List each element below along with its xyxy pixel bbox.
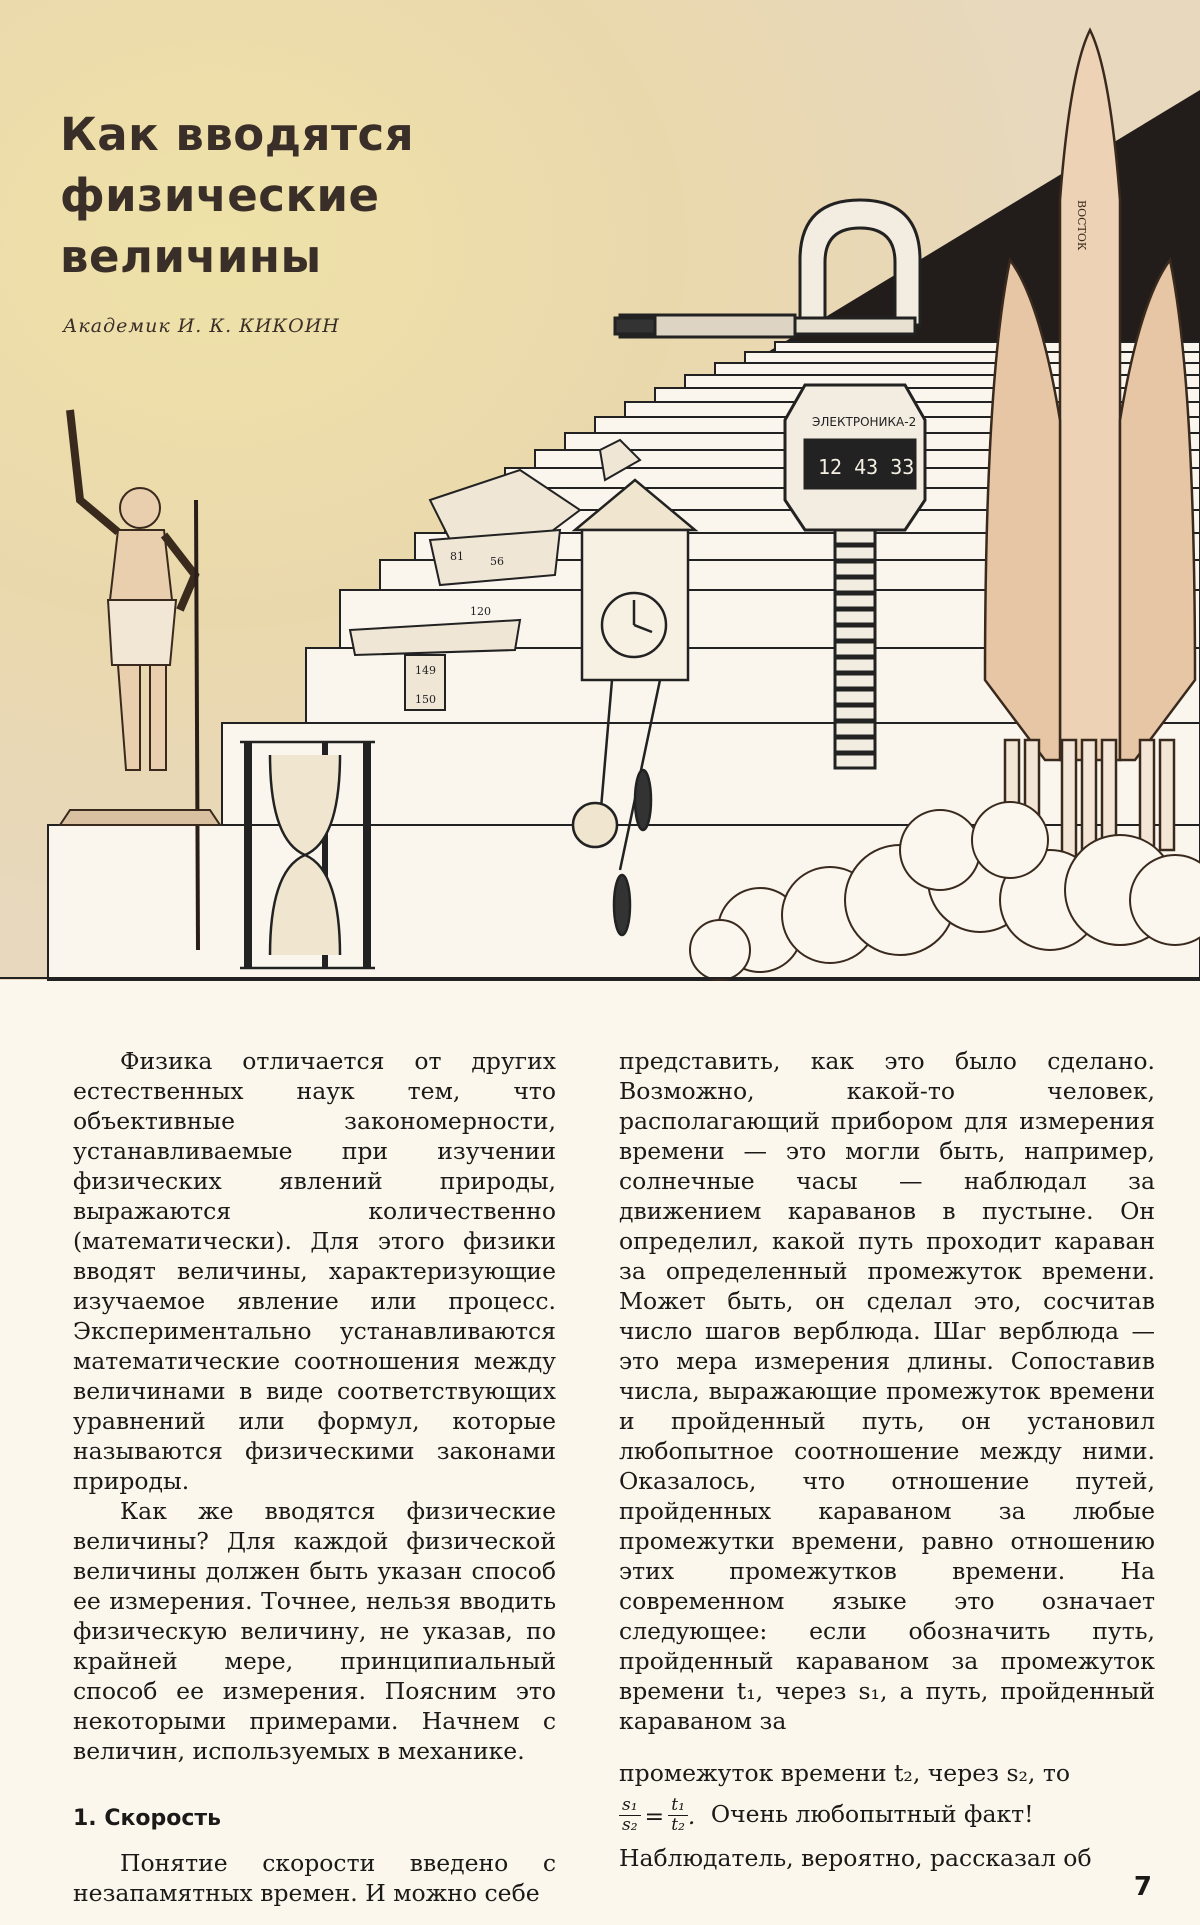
paragraph: Как же вводятся физические величины? Для каждой физической величины должен быть указан способ ее измерения. Точнее, нельзя вводить физическую величину, не указав, по крайней мере, принципиальный способ ее измерения. Поясним это некоторыми примерами. Начнем с величин, используемых в механике.: [73, 1497, 556, 1765]
fraction-s: $\frac{\text{s₁}}{\text{s₂}}$: [619, 1796, 641, 1835]
formula-tail-text: Очень любопытный факт!: [710, 1800, 1034, 1828]
paragraph: Понятие скорости введено с незапамятных времен. И можно себе: [73, 1849, 556, 1907]
paragraph: Физика отличается от других естественных наук тем, что объективные закономерности, устанавливаемые при изучении физических явлений природы, выражаются количественно (математически). Для этого физики вводят величины, характеризующие изучаемое явление или процесс. Экспериментально устанавливаются математические соотношения между величинами в виде соответствующих уравнений или формул, которые называются физическими законами природы.: [73, 1047, 556, 1495]
fraction-t: $\frac{\text{t₁}}{\text{t₂}}$: [668, 1796, 688, 1835]
svg-text:149: 149: [415, 664, 436, 677]
svg-text:56: 56: [490, 555, 504, 568]
svg-text:12 43 33: 12 43 33: [818, 455, 915, 479]
title-line-3: величины: [60, 230, 322, 283]
svg-text:120: 120: [470, 605, 491, 618]
author-byline: Академик И. К. КИКОИН: [63, 315, 340, 337]
paragraph: промежуток времени t₂, через s₂, то: [619, 1759, 1071, 1787]
title-line-2: физические: [60, 169, 380, 222]
svg-text:ВОСТОК: ВОСТОК: [1075, 200, 1088, 251]
velocity-ratio-formula: $\frac{\text{s₁}}{\text{s₂}}$ = $\frac{\text{t₁}}{\text{t₂}}$ .: [619, 1796, 695, 1835]
svg-text:150: 150: [415, 693, 436, 706]
section-heading: 1. Скорость: [73, 1806, 222, 1831]
left-column: [73, 1046, 556, 1908]
paragraph: представить, как это было сделано. Возможно, какой-то человек, располагающий прибором для измерения времени — это могли быть, например, солнечные часы — наблюдал за движением караванов в пустыне. Он определил, какой путь проходит караван за определенный промежуток времени. Может быть, он сделал это, сосчитав число шагов верблюда. Шаг верблюда — это мера измерения длины. Сопоставив числа, выражающие промежуток времени и пройденный путь, он установил любопытное соотношение между ними. Оказалось, что отношение путей, пройденных караваном за любые промежутки времени, равно отношению этих промежутков времени. На современном языке это означает следующее: если обозначить путь, пройденный караваном за промежуток времени t₁, через s₁, а путь, пройденный караваном за: [619, 1047, 1155, 1735]
svg-text:81: 81: [450, 550, 464, 563]
svg-text:ЭЛЕКТРОНИКА-2: ЭЛЕКТРОНИКА-2: [812, 415, 917, 429]
article-title: [60, 104, 414, 287]
formula-line: [619, 1788, 1155, 1843]
page-number: 7: [1133, 1872, 1152, 1902]
right-column: [619, 1046, 1155, 1873]
title-line-1: Как вводятся: [60, 108, 415, 161]
paragraph: Наблюдатель, вероятно, рассказал об: [619, 1844, 1092, 1872]
